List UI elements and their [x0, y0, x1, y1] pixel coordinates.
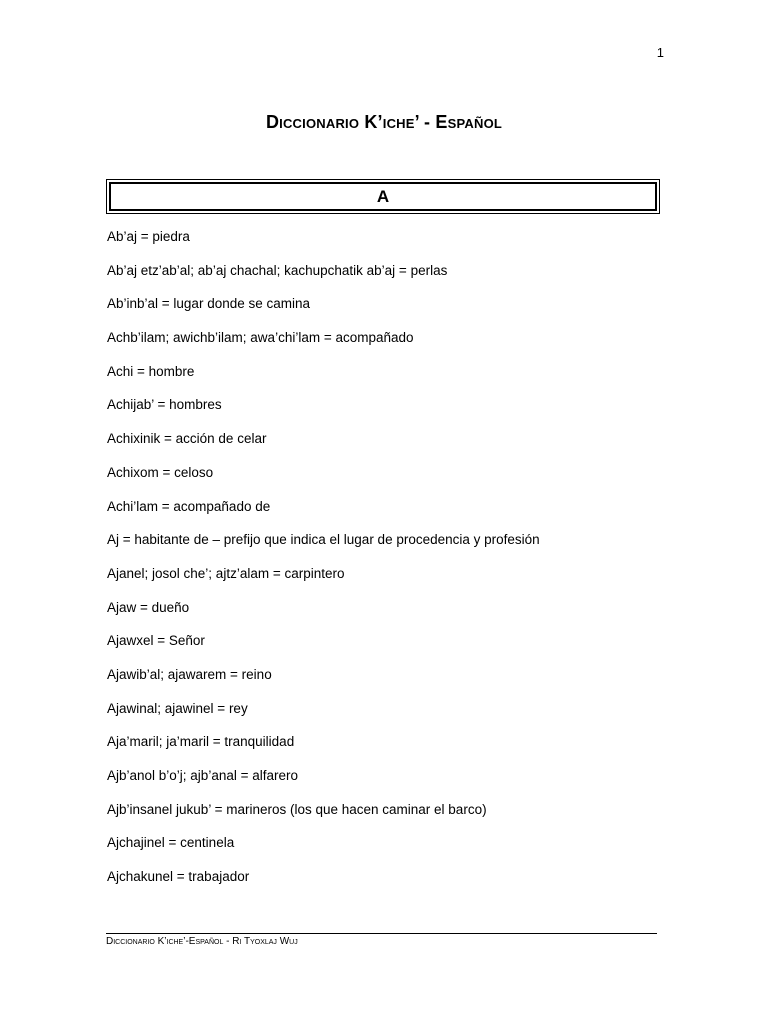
page-number: 1 [656, 45, 664, 60]
dictionary-entry: Ab’aj = piedra [107, 229, 190, 244]
dictionary-entry: Aj = habitante de – prefijo que indica el lugar de procedencia y profesión [107, 532, 540, 548]
page-title: Diccionario K’iche’ - Español [265, 112, 503, 132]
footer-rule [106, 933, 657, 934]
dictionary-entry: Achijab’ = hombres [107, 397, 222, 413]
dictionary-entry: Ajawib’al; ajawarem = reino [107, 666, 272, 682]
dictionary-entry: Aja’maril; ja’maril = tranquilidad [107, 734, 295, 750]
footer-text: Diccionario K’iche’-Español - Ri Tyoxlaj Wuj [106, 936, 298, 947]
dictionary-entry: Ab’inb’al = lugar donde se camina [107, 296, 311, 312]
section-letter-box [106, 179, 660, 214]
dictionary-entry: Achi = hombre [107, 363, 195, 379]
dictionary-entry: Achixom = celoso [107, 464, 214, 480]
dictionary-entry: Achi’lam = acompañado de [107, 498, 271, 514]
dictionary-entry: Ajanel; josol che’; ajtz’alam = carpintero [107, 565, 345, 581]
dictionary-entry: Achb’ilam; awichb’ilam; awa’chi’lam = acompañado [107, 330, 414, 346]
dictionary-entry: Ajawxel = Señor [107, 633, 205, 649]
dictionary-entry: Ajb’anol b’o’j; ajb’anal = alfarero [107, 768, 298, 783]
dictionary-entry: Achixinik = acción de celar [107, 431, 267, 447]
section-letter: A [109, 182, 657, 211]
dictionary-entry: Ab’aj etz’ab’al; ab’aj chachal; kachupchatik ab’aj = perlas [107, 262, 448, 278]
dictionary-entry: Ajchakunel = trabajador [107, 869, 250, 885]
dictionary-entry: Ajchajinel = centinela [107, 835, 235, 851]
entry-list [107, 226, 667, 900]
dictionary-entry: Ajawinal; ajawinel = rey [107, 700, 248, 716]
dictionary-entry: Ajaw = dueño [107, 599, 190, 615]
dictionary-entry: Ajb’insanel jukub’ = marineros (los que hacen caminar el barco) [107, 801, 487, 817]
